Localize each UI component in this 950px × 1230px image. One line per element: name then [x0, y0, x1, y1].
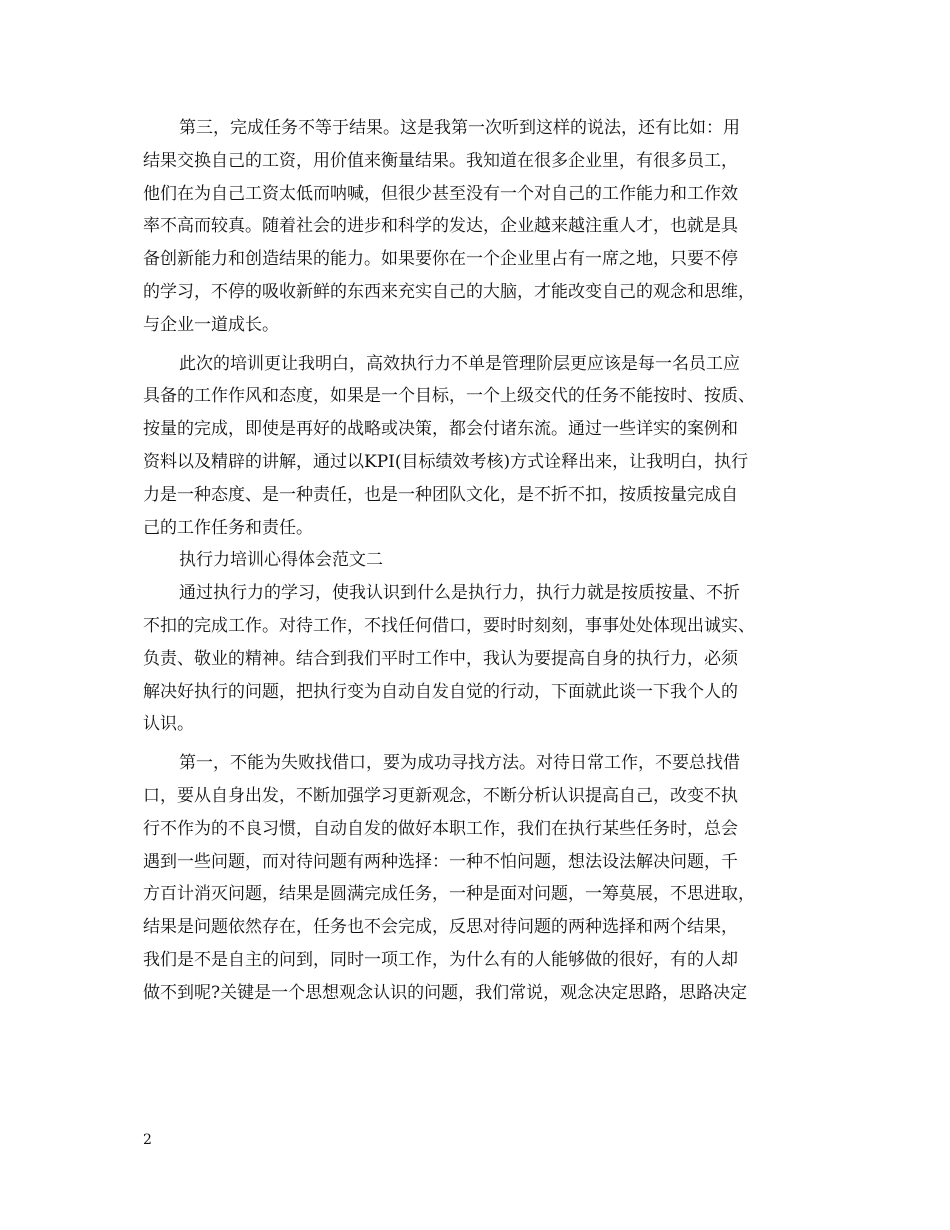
text-line: 此次的培训更让我明白，高效执行力不单是管理阶层更应该是每一名员工应 [179, 353, 740, 374]
text-line: 第一，不能为失败找借口，要为成功寻找方法。对待日常工作，不要总找借 [179, 753, 740, 774]
text-line: 遇到一些问题，而对待问题有两种选择：一种不怕问题，想法设法解决问题，千 [143, 851, 738, 872]
paragraph-2 [143, 348, 823, 545]
text-line: 第三，完成任务不等于结果。这是我第一次听到这样的说法，还有比如：用 [179, 118, 740, 138]
paragraph-1 [143, 112, 823, 342]
text-line: 备创新能力和创造结果的能力。如果要你在一个企业里占有一席之地，只要不停 [143, 249, 738, 270]
text-line: 他们在为自己工资太低而呐喊，但很少甚至没有一个对自己的工作能力和工作效 [143, 183, 738, 204]
text-line: 方百计消灭问题，结果是圆满完成任务，一种是面对问题，一筹莫展，不思进取， [143, 884, 755, 905]
heading-line: 执行力培训心得体会范文二 [179, 550, 383, 571]
text-line: 负责、敬业的精神。结合到我们平时工作中，我认为要提高自身的执行力，必须 [143, 648, 738, 669]
text-line: 不扣的完成工作。对待工作，不找任何借口，要时时刻刻，事事处处体现出诚实、 [143, 615, 755, 636]
text-line: 行不作为的不良习惯，自动自发的做好本职工作，我们在执行某些任务时，总会 [143, 818, 738, 839]
paragraph-3 [143, 577, 823, 741]
section-heading [143, 544, 823, 577]
text-line: 口，要从自身出发，不断加强学习更新观念，不断分析认识提高自己，改变不执 [143, 785, 738, 806]
text-line: 做不到呢?关键是一个思想观念认识的问题，我们常说，观念决定思路，思路决定 [143, 982, 748, 1003]
text-line: 结果是问题依然存在，任务也不会完成，反思对待问题的两种选择和两个结果， [143, 917, 738, 938]
text-line: 认识。 [143, 714, 194, 735]
text-line: 的学习，不停的吸收新鲜的东西来充实自己的大脑，才能改变自己的观念和思维， [143, 281, 755, 302]
page-number: 2 [143, 1132, 152, 1148]
text-line: 与企业一道成长。 [143, 314, 279, 335]
text-line: 按量的完成，即使是再好的战略或决策，都会付诸东流。通过一些详实的案例和 [143, 419, 738, 440]
text-line: 具备的工作作风和态度，如果是一个目标，一个上级交代的任务不能按时、按质、 [143, 386, 755, 407]
text-line: 力是一种态度、是一种责任，也是一种团队文化，是不折不扣，按质按量完成自 [143, 484, 738, 505]
text-line: 通过执行力的学习，使我认识到什么是执行力，执行力就是按质按量、不折 [179, 583, 740, 604]
text-line: 资料以及精辟的讲解，通过以KPI(目标绩效考核)方式诠释出来，让我明白，执行 [143, 451, 749, 472]
text-line: 己的工作任务和责任。 [143, 517, 313, 538]
text-line: 我们是不是自主的问到，同时一项工作，为什么有的人能够做的很好，有的人却 [143, 949, 738, 970]
text-line: 解决好执行的问题，把执行变为自动自发自觉的行动，下面就此谈一下我个人的 [143, 681, 738, 702]
text-line: 率不高而较真。随着社会的进步和科学的发达，企业越来越注重人才，也就是具 [143, 216, 738, 237]
text-line: 结果交换自己的工资，用价值来衡量结果。我知道在很多企业里，有很多员工， [143, 150, 738, 171]
paragraph-4 [143, 747, 823, 1009]
document-body [143, 112, 823, 1010]
